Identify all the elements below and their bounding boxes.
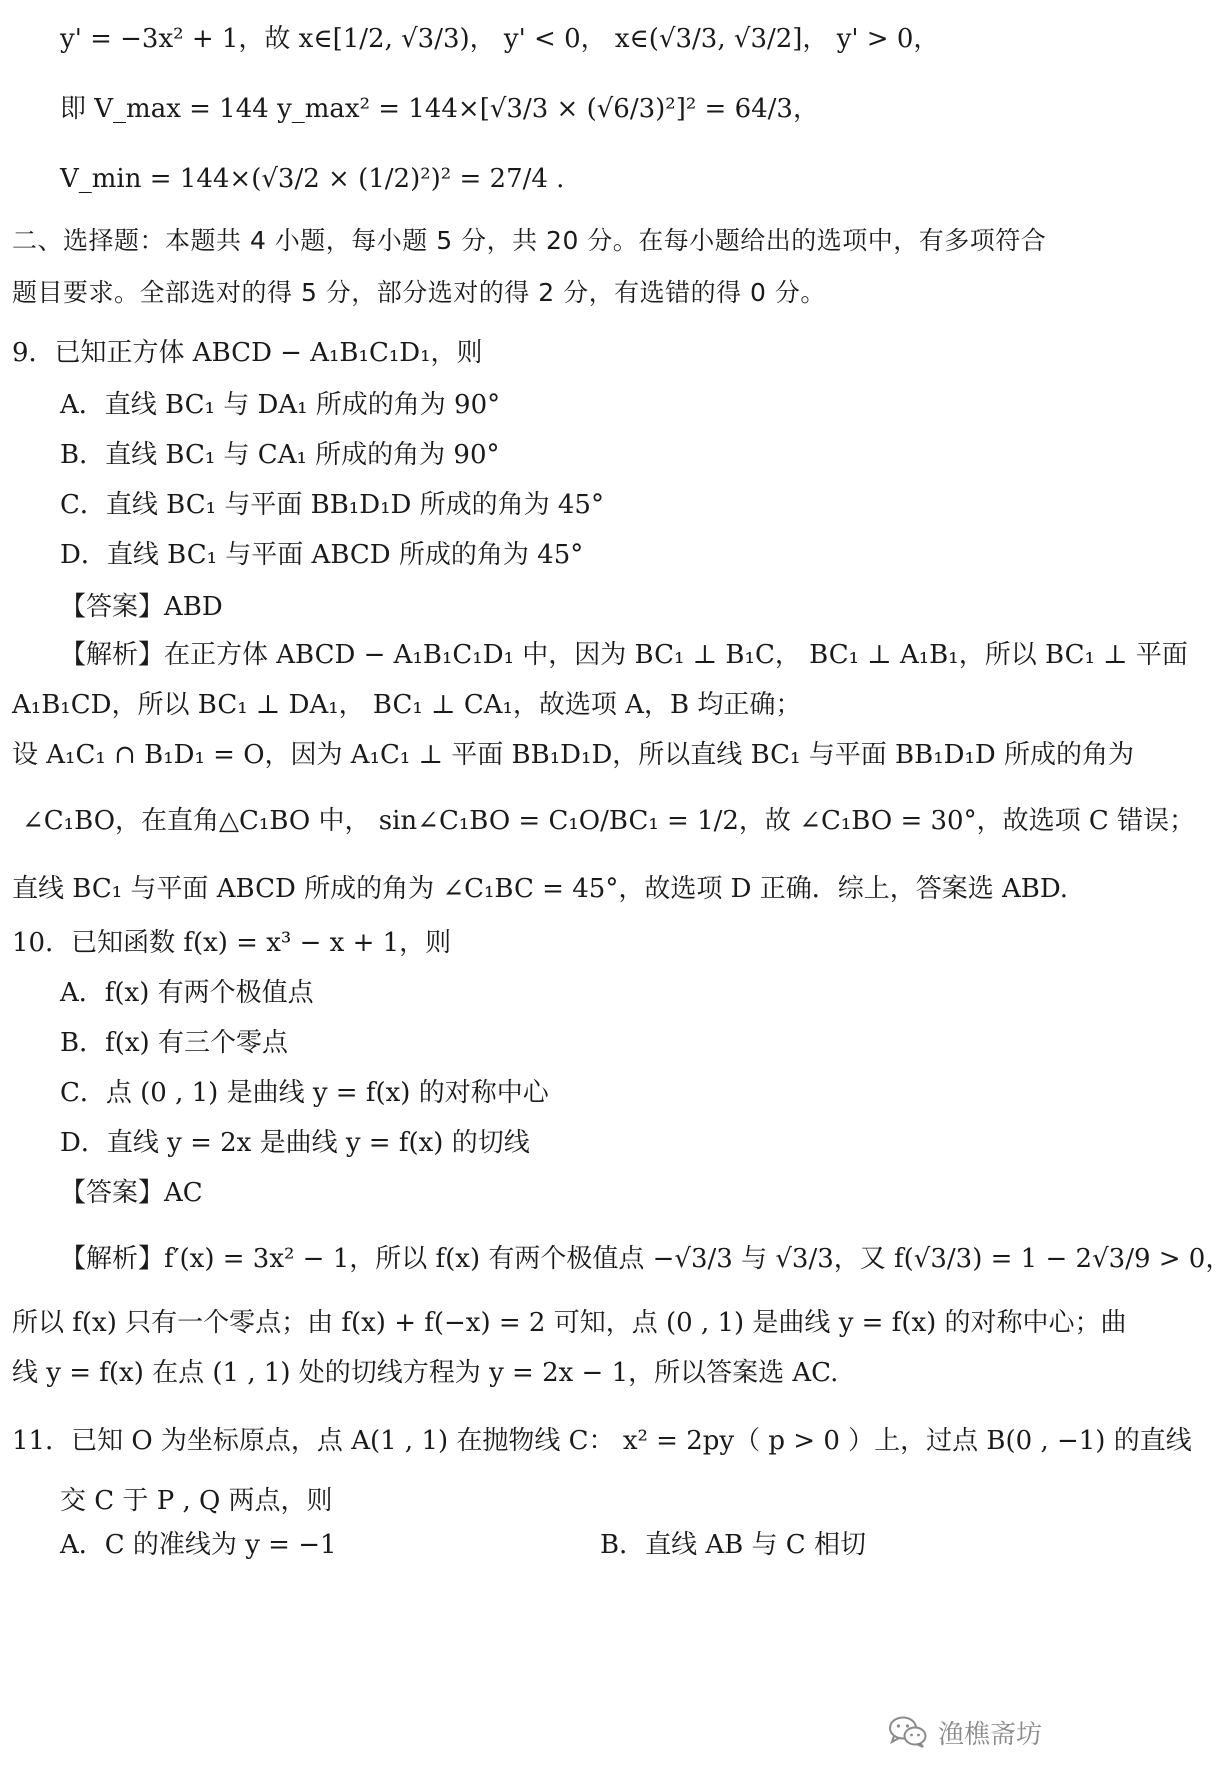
section-heading-line-1: 二、选择题：本题共 4 小题，每小题 5 分，共 20 分。在每小题给出的选项中，有多项符合 [12,226,1047,255]
wechat-icon [888,1715,928,1749]
q9-solution-line-1: 【解析】在正方体 ABCD − A₁B₁C₁D₁ 中，因为 BC₁ ⊥ B₁C， BC₁ ⊥ A₁B₁，所以 BC₁ ⊥ 平面 [60,640,1188,670]
q10-answer: 【答案】AC [60,1178,203,1208]
q11-option-a: A．C 的准线为 y = −1 [60,1530,337,1560]
q9-solution-line-3: 设 A₁C₁ ∩ B₁D₁ = O，因为 A₁C₁ ⊥ 平面 BB₁D₁D，所以直线 BC₁ 与平面 BB₁D₁D 所成的角为 [12,740,1135,770]
q11-stem-line-2: 交 C 于 P , Q 两点，则 [60,1486,333,1516]
q9-solution-line-2: A₁B₁CD，所以 BC₁ ⊥ DA₁， BC₁ ⊥ CA₁，故选项 A，B 均正确； [12,690,802,720]
section-heading-line-2: 题目要求。全部选对的得 5 分，部分选对的得 2 分，有选错的得 0 分。 [12,278,826,307]
q9-option-a: A．直线 BC₁ 与 DA₁ 所成的角为 90° [60,390,501,420]
q10-solution-line-2: 所以 f(x) 只有一个零点；由 f(x) + f(−x) = 2 可知，点 (0 , 1) 是曲线 y = f(x) 的对称中心；曲 [12,1308,1127,1338]
vmax-line: 即 V_max = 144 y_max² = 144×[√3/3 × (√6/3)²]² = 64/3， [60,94,819,124]
vmin-line: V_min = 144×(√3/2 × (1/2)²)² = 27/4 . [60,164,565,194]
q9-solution-line-5: 直线 BC₁ 与平面 ABCD 所成的角为 ∠C₁BC = 45°，故选项 D 正确．综上，答案选 ABD. [12,874,1069,904]
q9-option-b: B．直线 BC₁ 与 CA₁ 所成的角为 90° [60,440,500,470]
q10-option-a: A．f(x) 有两个极值点 [60,978,314,1008]
q10-option-d: D．直线 y = 2x 是曲线 y = f(x) 的切线 [60,1128,530,1158]
q10-option-b: B．f(x) 有三个零点 [60,1028,288,1058]
q10-option-c: C．点 (0 , 1) 是曲线 y = f(x) 的对称中心 [60,1078,549,1108]
q9-solution-line-4: ∠C₁BO，在直角△C₁BO 中， sin∠C₁BO = C₁O/BC₁ = 1/2，故 ∠C₁BO = 30°，故选项 C 错误； [22,806,1196,836]
q11-option-b: B．直线 AB 与 C 相切 [600,1530,866,1560]
q11-stem-line-1: 11．已知 O 为坐标原点，点 A(1 , 1) 在抛物线 C： x² = 2py（ p > 0 ）上，过点 B(0 , −1) 的直线 [12,1426,1192,1456]
q10-stem: 10．已知函数 f(x) = x³ − x + 1，则 [12,928,452,958]
q10-solution-line-1: 【解析】f′(x) = 3x² − 1，所以 f(x) 有两个极值点 −√3/3 与 √3/3，又 f(√3/3) = 1 − 2√3/9 > 0， [60,1244,1231,1274]
derivative-sign-line: y' = −3x² + 1，故 x∈[1/2, √3/3)， y' < 0， x∈(√3/3, √3/2]， y' > 0， [60,24,940,54]
q9-option-d: D．直线 BC₁ 与平面 ABCD 所成的角为 45° [60,540,584,570]
watermark [888,1708,1042,1756]
q10-solution-line-3: 线 y = f(x) 在点 (1 , 1) 处的切线方程为 y = 2x − 1，所以答案选 AC. [12,1358,839,1388]
q9-option-c: C．直线 BC₁ 与平面 BB₁D₁D 所成的角为 45° [60,490,604,520]
watermark-text: 渔樵斋坊 [937,1719,1042,1750]
q9-answer: 【答案】ABD [60,592,223,622]
q9-stem: 9．已知正方体 ABCD − A₁B₁C₁D₁，则 [12,338,483,368]
